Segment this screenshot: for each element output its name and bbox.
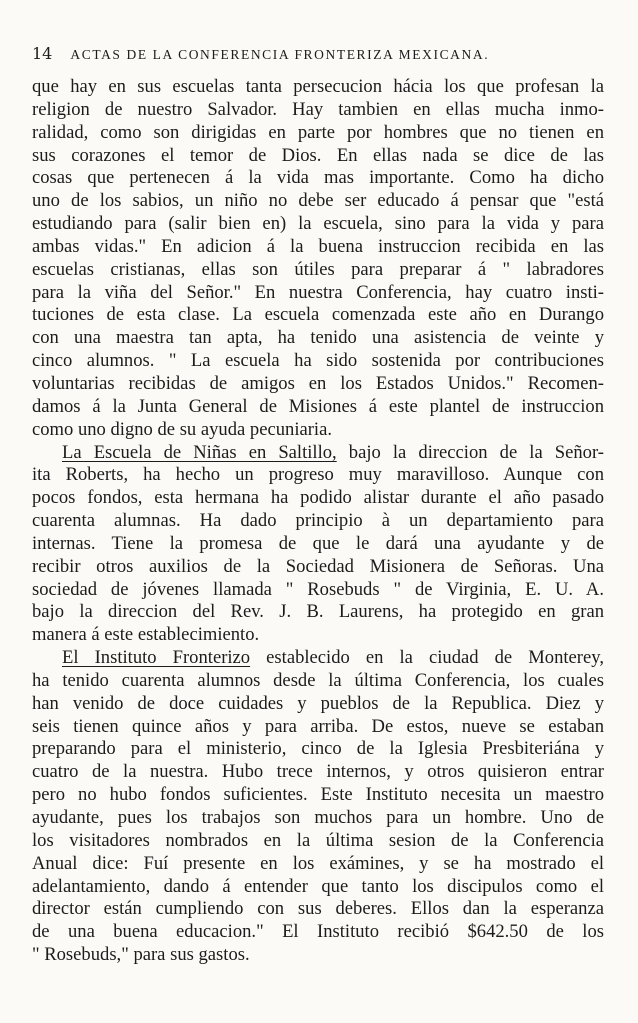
text-line: cosas que pertenecen á la vida mas importante. Como ha dicho [32,167,604,189]
text-line: seis tienen quince años y para arriba. De estos, nueve se estaban [32,715,604,737]
text-line: internas. Tiene la promesa de que le dará una ayudante y de [32,532,604,554]
text-line: para la viña del Señor." En nuestra Conferencia, hay cuatro insti- [32,281,604,303]
text-run: bajo la direccion de la Señor- [336,441,604,463]
text-line: que hay en sus escuelas tanta persecucion hácia los que profesan la [32,76,604,97]
text-line: uno de los sabios, un niño no debe ser educado á pensar que "está [32,190,604,212]
text-line: escuelas cristianas, ellas son útiles para preparar á " labradores [32,258,604,280]
paragraph-schools-intro [32,76,604,442]
text-line: ha tenido cuarenta alumnos desde la última Conferencia, los cuales [32,669,604,691]
text-line: cinco alumnos. " La escuela ha sido sostenida por contribuciones [32,350,604,372]
text-line: damos á la Junta General de Misiones á este plantel de instruccion [32,395,604,417]
text-line: como uno digno de su ayuda pecuniaria. [32,418,332,440]
text-line: voluntarias recibidas de amigos en los Estados Unidos." Recomen- [32,372,604,394]
text-line: ralidad, como son dirigidas en parte por hombres que no tienen en [32,121,604,143]
text-run: establecido en la ciudad de Monterey, [250,647,604,669]
text-line: cuarenta alumnas. Ha dado principio à un departamiento para [32,510,604,532]
paragraph-instituto-fronterizo [32,647,604,967]
text-line [32,647,604,670]
text-line: recibir otros auxilios de la Sociedad Misionera de Señoras. Una [32,555,604,577]
text-line: han venido de doce cuidades y pueblos de la Republica. Diez y [32,692,604,714]
text-line: ita Roberts, ha hecho un progreso muy maravilloso. Aunque con [32,464,604,486]
text-line: pocos fondos, esta hermana ha podido alistar durante el año pasado [32,487,604,509]
text-line: adelantamiento, dando á entender que tanto los discipulos como el [32,875,604,897]
text-line: con una maestra tan apta, ha tenido una asistencia de veinte y [32,327,604,349]
running-header [32,44,604,66]
text-line: bajo la direccion del Rev. J. B. Laurens, ha protegido en gran [32,601,604,623]
text-line: cuatro de la nuestra. Hubo trece internos, y otros quisieron entrar [32,761,604,783]
text-line: pero no hubo fondos suficientes. Este Instituto necesita un maestro [32,784,604,806]
text-line: ayudante, pues los trabajos son muchos para un hombre. Uno de [32,807,604,828]
text-line: preparando para el ministerio, cinco de la Iglesia Presbiteriána y [32,738,604,760]
text-line: manera á este establecimiento. [32,624,260,646]
text-line: sus corazones el temor de Dios. En ellas nada se dice de las [32,144,604,166]
text-line: estudiando para (salir bien en) la escuela, sino para la vida y para [32,213,604,235]
page-number: 14 [32,44,53,63]
text-line: de una buena educacion." El Instituto recibió $642.50 de los [32,921,604,943]
paragraph-saltillo-school [32,442,604,648]
page-header-title: ACTAS DE LA CONFERENCIA FRONTERIZA MEXICANA. [70,47,490,62]
section-heading-saltillo: La Escuela de Niñas en Saltillo, [62,441,337,463]
text-line: los visitadores nombrados en la última sesion de la Conferencia [32,829,604,851]
text-line: tuciones de esta clase. La escuela comenzada este año en Durango [32,304,604,326]
section-heading-instituto: El Instituto Fronterizo [62,647,251,669]
text-line: religion de nuestro Salvador. Hay tambien en ellas mucha inmo- [32,98,604,120]
body-text [32,76,604,967]
text-line: " Rosebuds," para sus gastos. [32,944,250,966]
text-line: director están cumpliendo con sus deberes. Ellos dan la esperanza [32,898,604,920]
text-line: Anual dice: Fuí presente en los exámines, y se ha mostrado el [32,852,604,874]
text-line [32,442,604,465]
text-line: ambas vidas." En adicion á la buena instruccion recibida en las [32,235,604,257]
text-line: sociedad de jóvenes llamada " Rosebuds " de Virginia, E. U. A. [32,578,604,600]
